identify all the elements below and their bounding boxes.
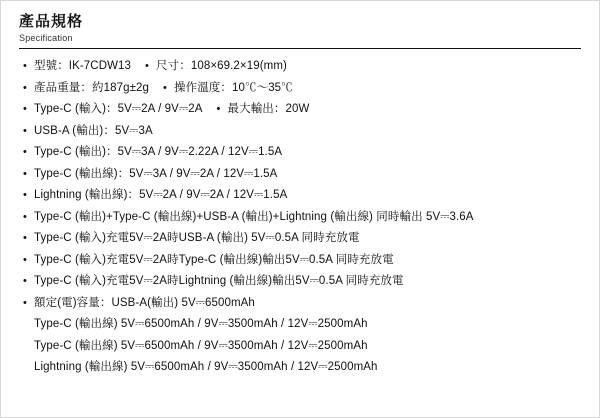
spec-text: Type-C (輸入)：5V⎓2A / 9V⎓2A: [34, 103, 203, 115]
spec-row: [1, 185, 599, 207]
bullet-icon: •: [23, 210, 27, 223]
page-header: [1, 1, 599, 44]
spec-text: Type-C (輸出線) 5V⎓6500mAh / 9V⎓3500mAh / 12V⎓2500mAh: [34, 339, 368, 352]
spec-text: 尺寸：108×69.2×19(mm): [156, 60, 287, 72]
bullet-icon: •: [23, 103, 27, 115]
spec-text: 最大輸出：20W: [227, 103, 310, 115]
specification-list: [1, 49, 599, 379]
bullet-icon: •: [216, 103, 221, 115]
bullet-icon: •: [23, 275, 27, 287]
spec-text: Type-C (輸入)充電5V⎓2A時Type-C (輸出線)輸出5V⎓0.5A 同時充放電: [34, 253, 394, 266]
spec-text: Type-C (輸出線) 5V⎓6500mAh / 9V⎓3500mAh / 12V⎓2500mAh: [34, 318, 368, 330]
spec-text: 型號：IK-7CDW13: [34, 60, 132, 72]
spec-row: [1, 121, 599, 143]
spec-text: 額定(電)容量：USB-A(輸出) 5V⎓6500mAh: [34, 296, 255, 309]
bullet-icon: •: [163, 81, 167, 94]
spec-text: Type-C (輸出線)：5V⎓3A / 9V⎓2A / 12V⎓1.5A: [34, 167, 278, 180]
page-subtitle: Specification: [19, 33, 73, 43]
bullet-icon: •: [23, 60, 27, 72]
page-title: 產品規格: [19, 13, 84, 30]
bullet-icon: •: [23, 167, 27, 180]
spec-text: Type-C (輸出)：5V⎓3A / 9V⎓2.22A / 12V⎓1.5A: [34, 146, 283, 158]
spec-row: [1, 142, 599, 164]
bullet-icon: •: [23, 81, 27, 94]
spec-text: Type-C (輸出)+Type-C (輸出線)+USB-A (輸出)+Lightning (輸出線) 同時輸出 5V⎓3.6A: [34, 210, 474, 223]
spec-subrow: [1, 357, 599, 379]
bullet-icon: •: [23, 296, 27, 309]
spec-row: [1, 228, 599, 250]
bullet-icon: •: [23, 253, 27, 266]
bullet-icon: •: [23, 232, 27, 244]
spec-text: Lightning (輸出線) 5V⎓6500mAh / 9V⎓3500mAh / 12V⎓2500mAh: [34, 361, 378, 373]
spec-row: [1, 207, 599, 229]
spec-text: Type-C (輸入)充電5V⎓2A時USB-A (輸出) 5V⎓0.5A 同時充放電: [34, 232, 360, 244]
spec-row: [1, 78, 599, 100]
spec-row: [1, 271, 599, 293]
spec-text: 操作溫度：10℃～35℃: [174, 81, 293, 94]
bullet-icon: •: [23, 189, 27, 201]
bullet-icon: •: [23, 124, 27, 137]
spec-text: 產品重量：約187g±2g: [34, 81, 149, 94]
spec-subrow: [1, 314, 599, 336]
bullet-icon: •: [23, 146, 27, 158]
spec-row: [1, 99, 599, 121]
spec-row: [1, 250, 599, 272]
spec-row: [1, 164, 599, 186]
spec-subrow: [1, 336, 599, 358]
spec-text: Type-C (輸入)充電5V⎓2A時Lightning (輸出線)輸出5V⎓0.5A 同時充放電: [34, 275, 404, 287]
spec-text: USB-A (輸出)：5V⎓3A: [34, 124, 153, 137]
bullet-icon: •: [145, 60, 149, 72]
spec-text: Lightning (輸出線)：5V⎓2A / 9V⎓2A / 12V⎓1.5A: [34, 189, 288, 201]
spec-row: [1, 56, 599, 78]
spec-row: [1, 293, 599, 315]
